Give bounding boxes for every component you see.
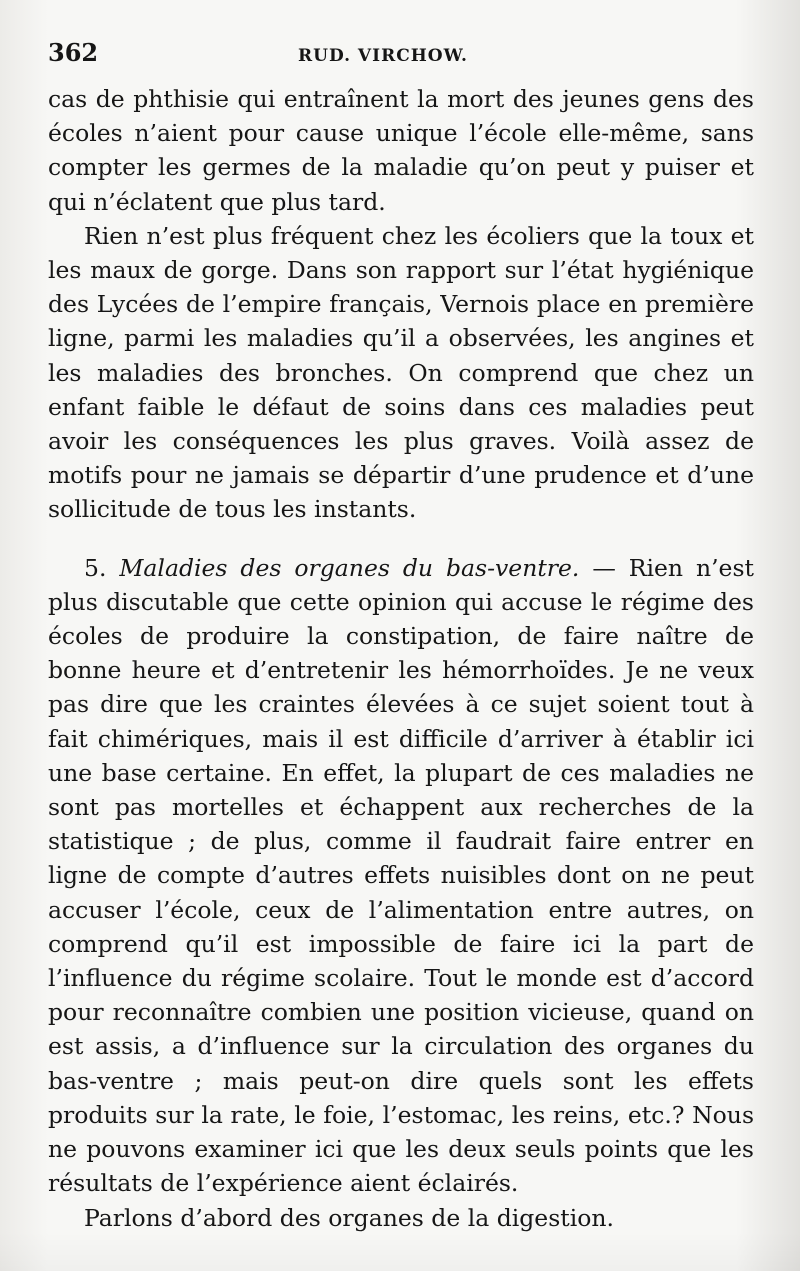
paragraph-digestion: Parlons d’abord des organes de la digestion. [84, 1203, 614, 1232]
page-header [48, 38, 754, 82]
body-text [48, 82, 754, 1235]
section-text: — Rien n’est plus discutable que cette opinion qui accuse le régime des écoles de produire la constipation, de faire naître de bonne heure et d’entretenir les hémorrhoïdes. Je ne veux pas dire que les craintes élevées à ce sujet soient tout à fait chimériques, mais il est difficile d’arriver à établir ici une base certaine. En effet, la plupart de ces maladies ne sont pas mortelles et échappent aux recherches de la statistique ; de plus, comme il faudrait faire entrer en ligne de compte d’autres effets nuisibles dont on ne peut accuser l’école, ceux de l’alimentation entre autres, on comprend qu’il est impossible de faire ici la part de l’influence du régime scolaire. Tout le monde est d’accord pour reconnaître combien une position vicieuse, quand on est assis, a d’influence sur la circulation des organes du bas-ventre ; mais peut-on dire quels sont les effets produits sur la rate, le foie, l’estomac, les reins, etc.? Nous ne pouvons examiner ici que les deux seuls points que les résultats de l’expérience aient éclairés. [48, 553, 754, 1198]
paragraph-section-5 [48, 551, 754, 1201]
section-title: Maladies des organes du bas-ventre. [119, 553, 580, 582]
paragraph-coughs: Rien n’est plus fréquent chez les écoliers que la toux et les maux de gorge. Dans son rapport sur l’état hygiénique des Lycées de l’empire français, Vernois place en première ligne, parmi les maladies qu’il a observées, les angines et les maladies des bronches. On comprend que chez un enfant faible le défaut de soins dans ces maladies peut avoir les conséquences les plus graves. Voilà assez de motifs pour ne jamais se départir d’une prudence et d’une sollicitude de tous les instants. [48, 221, 754, 524]
page-footer-bleed [0, 1232, 800, 1271]
running-head: RUD. VIRCHOW. [298, 46, 468, 66]
page-number: 362 [48, 38, 99, 67]
paragraph-continuation: cas de phthisie qui entraînent la mort des jeunes gens des écoles n’aient pour cause unique l’école elle-même, sans compter les germes de la maladie qu’on peut y puiser et qui n’éclatent que plus tard. [48, 85, 754, 216]
section-number: 5. [84, 553, 107, 582]
